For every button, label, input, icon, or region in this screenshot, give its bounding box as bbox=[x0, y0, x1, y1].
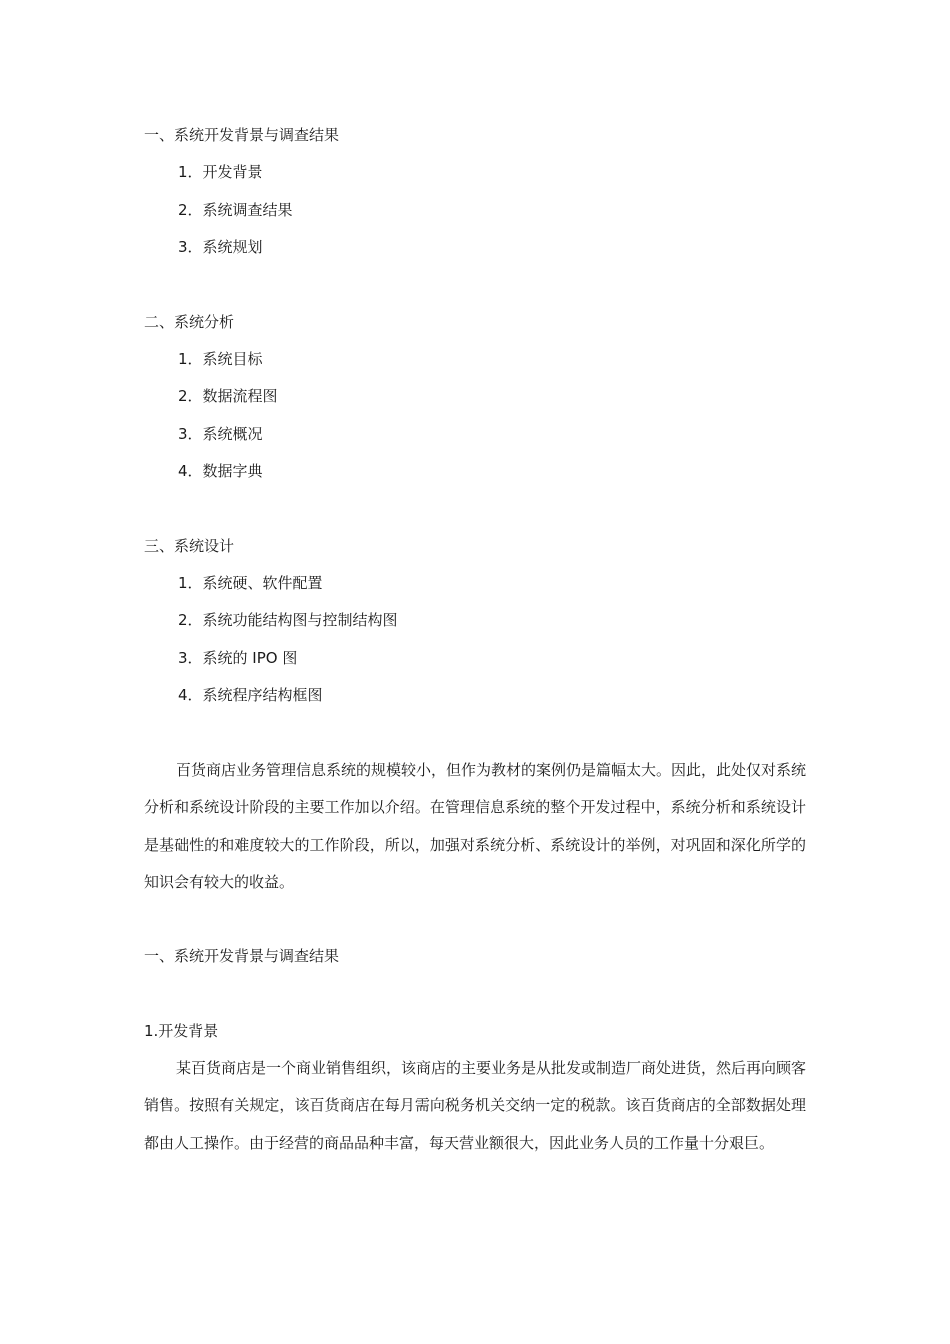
subsection-heading: 1.开发背景 bbox=[144, 1022, 219, 1040]
toc-item: 4．系统程序结构框图 bbox=[178, 686, 323, 704]
toc-item: 3．系统规划 bbox=[178, 238, 263, 256]
toc-heading-2: 二、系统分析 bbox=[144, 313, 235, 331]
intro-paragraph: 百货商店业务管理信息系统的规模较小，但作为教材的案例仍是篇幅太大。因此，此处仅对系统分析和系统设计阶段的主要工作加以介绍。在管理信息系统的整个开发过程中，系统分析和系统设计是基础性的和难度较大的工作阶段，所以，加强对系统分析、系统设计的举例，对巩固和深化所学的知识会有较大的收益。 bbox=[144, 761, 807, 891]
section-heading: 一、系统开发背景与调查结果 bbox=[144, 947, 340, 965]
toc-item: 1．系统目标 bbox=[178, 350, 263, 368]
toc-heading-1: 一、系统开发背景与调查结果 bbox=[144, 126, 340, 144]
toc-item: 1．开发背景 bbox=[178, 163, 263, 181]
toc-item: 2．系统功能结构图与控制结构图 bbox=[178, 611, 398, 629]
toc-item: 2．数据流程图 bbox=[178, 387, 278, 405]
toc-heading-3: 三、系统设计 bbox=[144, 537, 235, 555]
toc-item: 4．数据字典 bbox=[178, 462, 263, 480]
toc-item: 2．系统调查结果 bbox=[178, 201, 293, 219]
toc-item: 1．系统硬、软件配置 bbox=[178, 574, 323, 592]
background-paragraph: 某百货商店是一个商业销售组织，该商店的主要业务是从批发或制造厂商处进货，然后再向顾客销售。按照有关规定，该百货商店在每月需向税务机关交纳一定的税款。该百货商店的全部数据处理都由人工操作。由于经营的商品品种丰富，每天营业额很大，因此业务人员的工作量十分艰巨。 bbox=[144, 1059, 807, 1152]
toc-item: 3．系统的 IPO 图 bbox=[178, 649, 298, 667]
toc-item: 3．系统概况 bbox=[178, 425, 263, 443]
